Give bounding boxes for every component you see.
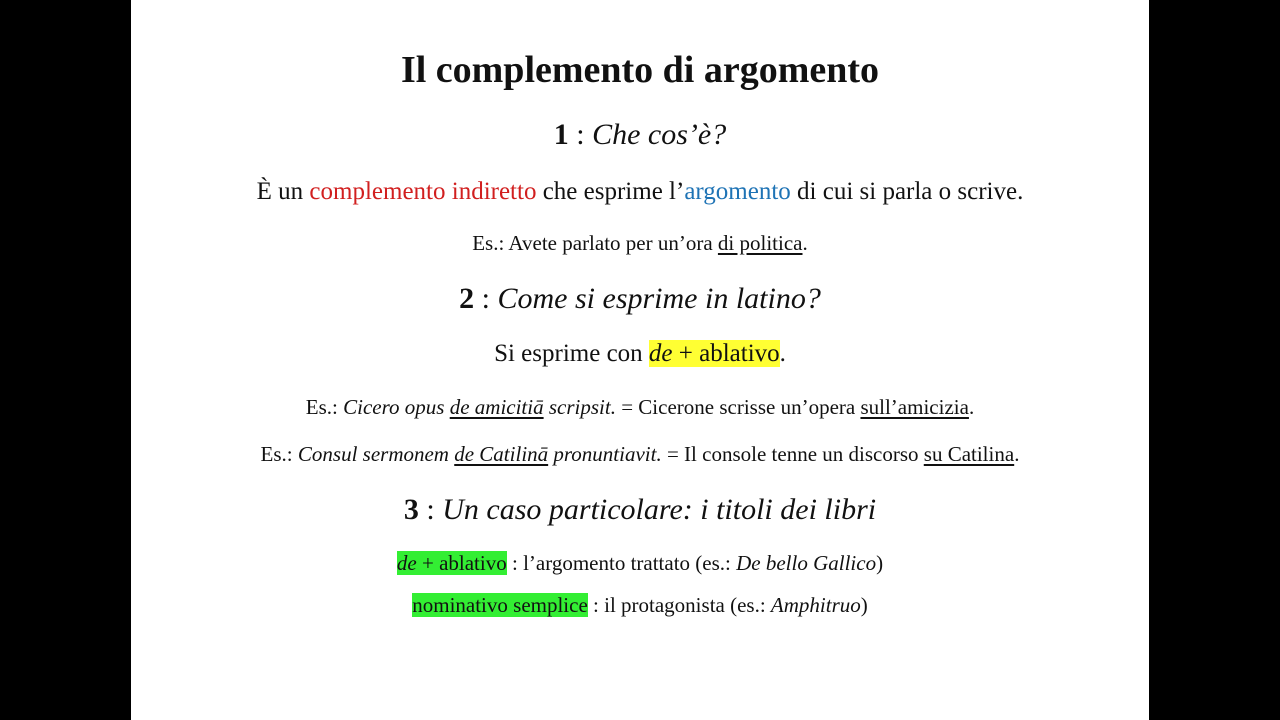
definition-text: di cui si parla o scrive. [790,178,1024,205]
section-1-heading [131,118,1149,152]
example-text: Es.: Avete parlato per un’ora [472,231,718,255]
translation-underlined: su Catilina [923,442,1015,466]
section-3-number: 3 [403,493,419,526]
title-rule-1-text: ) [876,551,884,575]
title-rule-1-highlight [397,551,507,575]
latin-text: scripsit. [543,395,616,419]
definition-blue-term: argomento [684,178,791,205]
rule-highlight [649,340,780,367]
section-2-heading [131,282,1149,316]
translation-underlined: sull’amicizia [860,395,969,419]
translation-text: . [1014,442,1020,466]
title-rule-1 [131,551,1149,576]
latin-text: Cicero opus [343,395,450,419]
latin-underlined: de Catilinā [454,442,549,466]
separator: : [474,282,498,315]
definition-red-term: complemento indiretto [309,178,537,205]
page-title: Il complemento di argomento [400,49,880,91]
example-underlined: di politica [717,231,803,255]
section-3-heading [131,493,1149,527]
separator: : [418,493,443,526]
example-3 [131,442,1149,467]
rule-text: . [779,340,786,367]
definition-text: È un [256,178,310,205]
rule-highlight-italic: de [648,340,673,367]
definition [131,178,1149,206]
highlight-italic: de [396,551,417,575]
latin-text: pronuntiavit. [548,442,662,466]
highlight-rest: + ablativo [416,551,507,575]
title-rule-2-highlight: nominativo semplice [412,593,588,617]
section-1-number: 1 [553,118,569,151]
latin-sentence [298,442,662,466]
example-text: Es.: [260,442,298,466]
section-2-number: 2 [459,282,475,315]
latin-underlined: de amicitiā [449,395,544,419]
separator: : [568,118,593,151]
rule [131,340,1149,368]
title-rule-1-text: : l’argomento trattato (es.: [506,551,737,575]
title-rule-1-example: De bello Gallico [736,551,877,575]
example-text: . [802,231,808,255]
translation-text: = Cicerone scrisse un’opera [615,395,861,419]
example-text: Es.: [305,395,344,419]
title-rule-2 [131,593,1149,618]
section-2-question: Come si esprime in latino? [497,282,821,315]
definition-text: che esprime l’ [536,178,685,205]
section-1-question: Che cos’è? [592,118,727,151]
rule-text: Si esprime con [494,340,649,367]
example-1 [131,231,1149,256]
latin-sentence [343,395,616,419]
translation-text: . [968,395,975,419]
translation-text: = Il console tenne un discorso [661,442,924,466]
section-3-question: Un caso particolare: i titoli dei libri [442,493,877,526]
title-rule-2-text: : il protagonista (es.: [587,593,771,617]
title-rule-2-example: Amphitruo [770,593,861,617]
rule-highlight-rest: + ablativo [672,340,780,367]
example-2 [131,395,1149,420]
slide [131,0,1149,720]
latin-text: Consul sermonem [297,442,455,466]
title-rule-2-text: ) [860,593,868,617]
